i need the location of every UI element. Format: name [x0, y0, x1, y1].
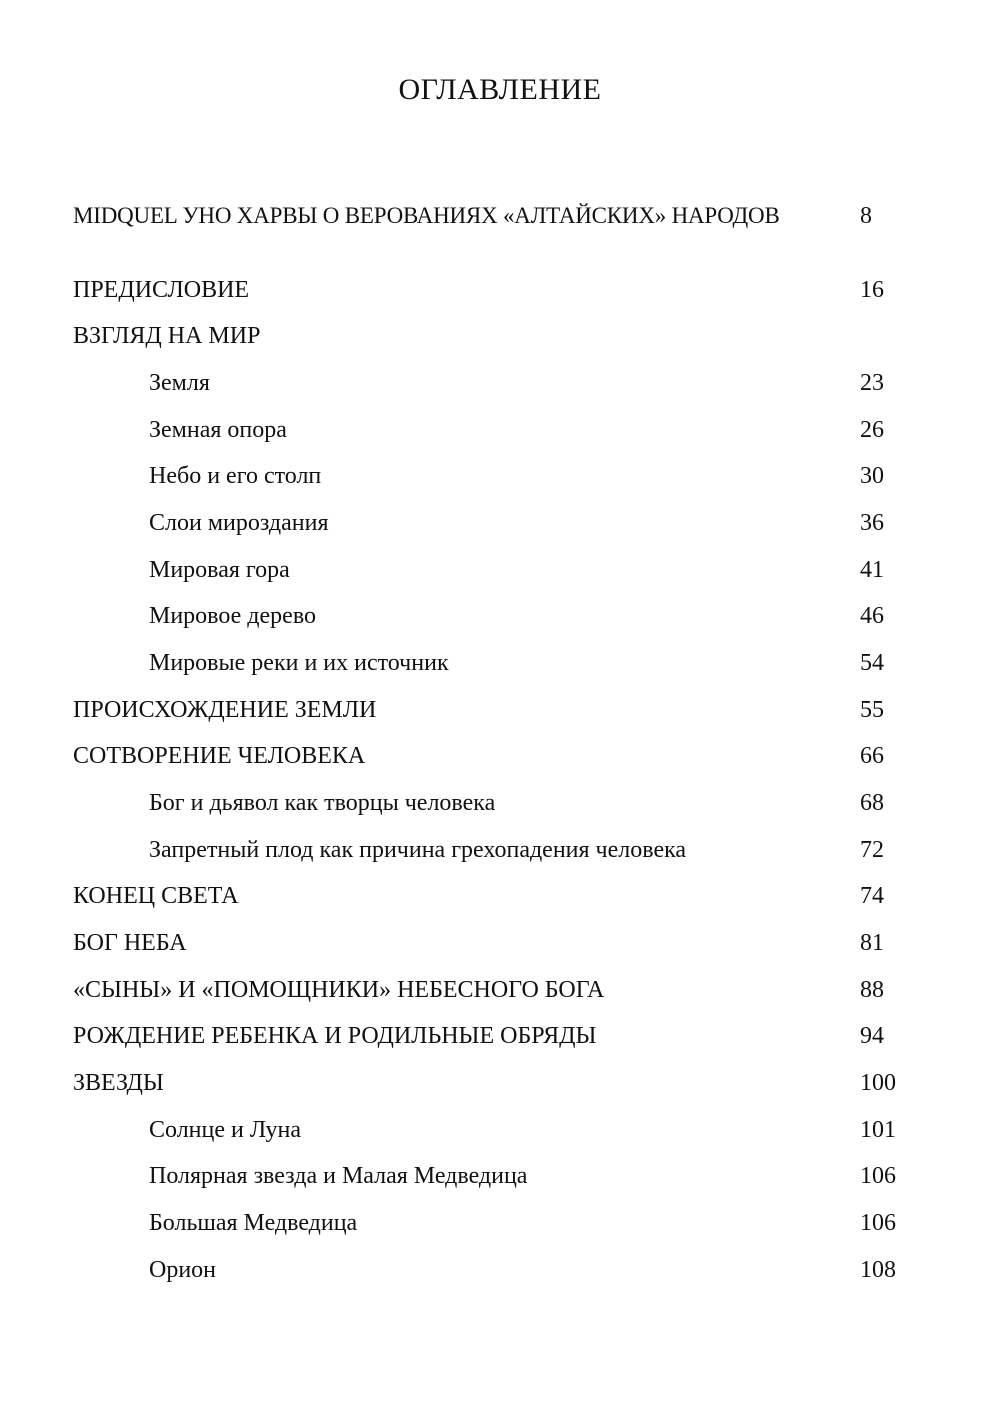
toc-entry-solntse	[0, 1112, 1000, 1148]
toc-entry-bolshaya	[0, 1205, 1000, 1241]
toc-entry-midquel	[0, 198, 1000, 234]
toc-entry-rozhdenie	[0, 1018, 1000, 1054]
toc-entry-label: ПРЕДИСЛОВИЕ	[73, 277, 250, 303]
toc-entry-label: Мировая гора	[149, 557, 290, 583]
toc-entry-label: ЗВЕЗДЫ	[73, 1070, 164, 1096]
toc-entry-vzglyad	[0, 318, 1000, 354]
toc-entry-label: Мировые реки и их источник	[149, 650, 449, 676]
toc-entry-zemlya	[0, 365, 1000, 401]
toc-entry-label: Бог и дьявол как творцы человека	[149, 790, 496, 816]
toc-entry-polyarnaya	[0, 1158, 1000, 1194]
toc-entry-page: 74	[860, 883, 884, 909]
toc-entry-label: Полярная звезда и Малая Медведица	[149, 1163, 528, 1189]
toc-entry-page: 66	[860, 743, 884, 769]
toc-entry-page: 41	[860, 557, 884, 583]
toc-entry-label: MIDQUEL УНО ХАРВЫ О ВЕРОВАНИЯХ «АЛТАЙСКИХ» НАРОДОВ	[73, 203, 780, 228]
toc-entry-zapretnyi-plod	[0, 832, 1000, 868]
toc-entry-label: Запретный плод как причина грехопадения человека	[149, 837, 687, 863]
toc-entry-page: 100	[860, 1070, 896, 1096]
toc-entry-label: БОГ НЕБА	[73, 930, 187, 956]
toc-entry-page: 106	[860, 1163, 896, 1189]
toc-entry-page: 23	[860, 370, 884, 396]
toc-entry-label: Орион	[149, 1257, 217, 1283]
toc-entry-konets-sveta	[0, 878, 1000, 914]
toc-entry-page: 101	[860, 1117, 896, 1143]
toc-entry-label: Большая Медведица	[149, 1210, 358, 1236]
toc-entry-orion	[0, 1252, 1000, 1288]
toc-entry-page: 81	[860, 930, 884, 956]
toc-entry-nebo	[0, 458, 1000, 494]
toc-entry-page: 30	[860, 463, 884, 489]
toc-entry-page: 106	[860, 1210, 896, 1236]
toc-entry-label: Мировое дерево	[149, 603, 316, 629]
toc-heading: ОГЛАВЛЕНИЕ	[398, 73, 602, 106]
toc-entry-label: РОЖДЕНИЕ РЕБЕНКА И РОДИЛЬНЫЕ ОБРЯДЫ	[73, 1023, 597, 1049]
toc-entry-label: СОТВОРЕНИЕ ЧЕЛОВЕКА	[73, 743, 366, 769]
toc-entry-page: 46	[860, 603, 884, 629]
toc-entry-label: Слои мироздания	[149, 510, 329, 536]
toc-entry-page: 94	[860, 1023, 884, 1049]
toc-entry-bog-i-dyavol	[0, 785, 1000, 821]
toc-entry-label: Небо и его столп	[149, 463, 322, 489]
toc-entry-page: 108	[860, 1257, 896, 1283]
toc-entry-page: 72	[860, 837, 884, 863]
toc-entry-mirovoe-derevo	[0, 598, 1000, 634]
toc-entry-zemnaya-opora	[0, 412, 1000, 448]
toc-entry-label: «СЫНЫ» И «ПОМОЩНИКИ» НЕБЕСНОГО БОГА	[73, 977, 605, 1003]
toc-entry-sloi	[0, 505, 1000, 541]
toc-entry-page: 55	[860, 697, 884, 723]
toc-entry-mirovye-reki	[0, 645, 1000, 681]
toc-entry-page: 54	[860, 650, 884, 676]
toc-entry-page: 36	[860, 510, 884, 536]
toc-entry-label: Солнце и Луна	[149, 1117, 302, 1143]
toc-entry-syny	[0, 972, 1000, 1008]
toc-entry-predislovie	[0, 272, 1000, 308]
toc-entry-label: Земная опора	[149, 417, 287, 443]
toc-entry-bog-neba	[0, 925, 1000, 961]
toc-entry-sotvorenie	[0, 738, 1000, 774]
toc-entry-label: ВЗГЛЯД НА МИР	[73, 323, 261, 349]
toc-entry-label: КОНЕЦ СВЕТА	[73, 883, 239, 909]
toc-entry-zvezdy	[0, 1065, 1000, 1101]
toc-entry-label: Земля	[149, 370, 210, 396]
toc-entry-page: 8	[860, 203, 872, 229]
toc-entry-page: 68	[860, 790, 884, 816]
toc-entry-proiskhozhdenie	[0, 692, 1000, 728]
toc-entry-label: ПРОИСХОЖДЕНИЕ ЗЕМЛИ	[73, 697, 377, 723]
toc-entry-page: 88	[860, 977, 884, 1003]
toc-entry-page: 16	[860, 277, 884, 303]
toc-entry-mirovaya-gora	[0, 552, 1000, 588]
toc-entry-page: 26	[860, 417, 884, 443]
